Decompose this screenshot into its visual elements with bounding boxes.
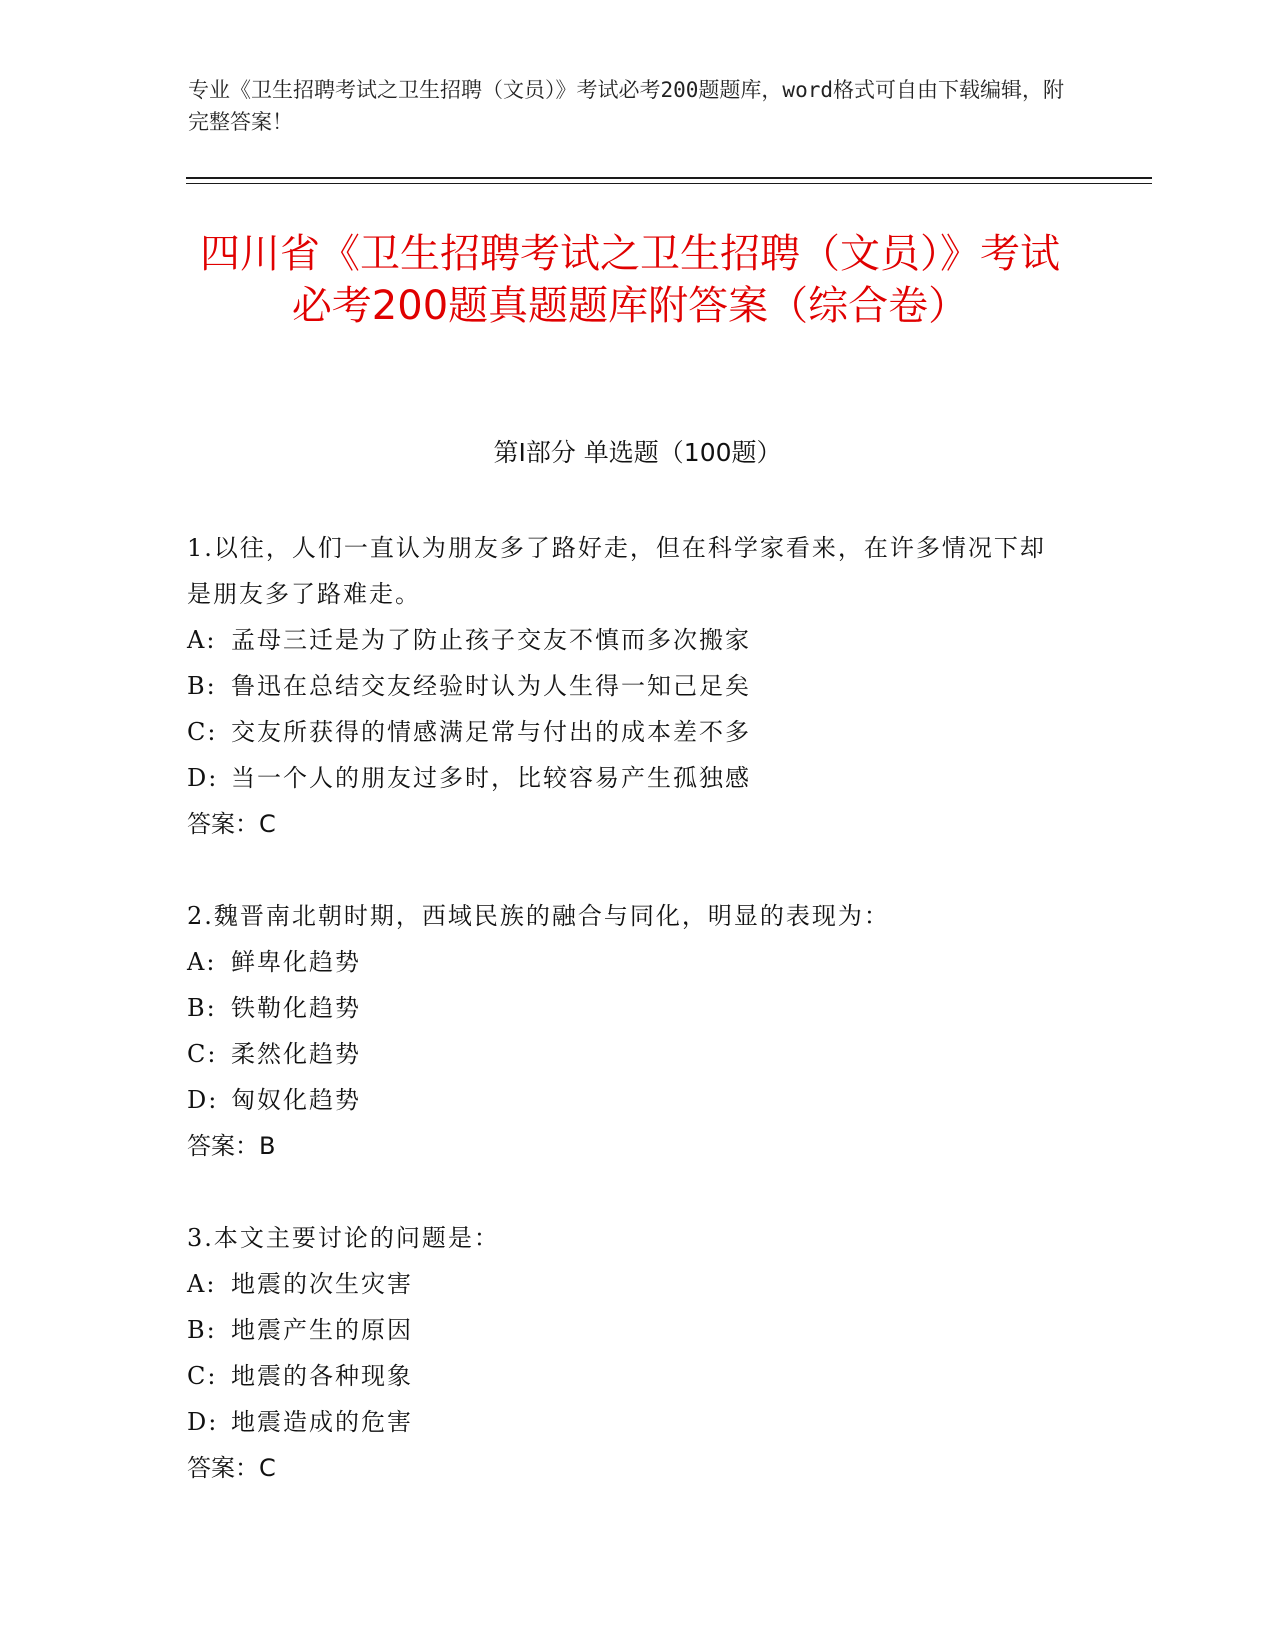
option-d: [187, 1077, 1067, 1123]
option-d: [187, 1399, 1067, 1445]
option-letter: A:: [187, 626, 217, 654]
option-letter: A:: [187, 1270, 217, 1298]
option-b: [187, 1307, 1067, 1353]
answer-line: 答案：B: [187, 1132, 276, 1160]
option-text: 地震造成的危害: [231, 1408, 413, 1436]
option-a: [187, 939, 1067, 985]
option-a: [187, 1261, 1067, 1307]
option-letter: D:: [187, 1408, 219, 1436]
option-letter: C:: [187, 1040, 218, 1068]
option-c: [187, 1353, 1067, 1399]
answer-line: 答案：C: [187, 1454, 276, 1482]
header-note: 专业《卫生招聘考试之卫生招聘（文员）》考试必考200题题库，word格式可自由下载编辑，附完整答案！: [188, 78, 1064, 134]
question-stem: 2.魏晋南北朝时期，西域民族的融合与同化，明显的表现为：: [187, 902, 890, 930]
option-text: 当一个人的朋友过多时，比较容易产生孤独感: [231, 764, 751, 792]
question-1: [187, 525, 1067, 847]
option-letter: D:: [187, 764, 219, 792]
document-title: 四川省《卫生招聘考试之卫生招聘（文员）》考试必考200题真题题库附答案（综合卷）: [200, 231, 1060, 329]
option-letter: B:: [187, 672, 217, 700]
option-letter: B:: [187, 994, 217, 1022]
option-letter: B:: [187, 1316, 217, 1344]
option-letter: C:: [187, 718, 218, 746]
question-stem: 3.本文主要讨论的问题是：: [187, 1224, 500, 1252]
option-text: 地震的各种现象: [231, 1362, 413, 1390]
option-letter: A:: [187, 948, 217, 976]
option-b: [187, 985, 1067, 1031]
option-text: 孟母三迁是为了防止孩子交友不慎而多次搬家: [231, 626, 751, 654]
option-text: 匈奴化趋势: [231, 1086, 361, 1114]
question-2: [187, 893, 1067, 1169]
option-text: 地震的次生灾害: [231, 1270, 413, 1298]
header-divider-thin: [186, 183, 1152, 184]
header-divider-thick: [186, 177, 1152, 179]
option-text: 柔然化趋势: [231, 1040, 361, 1068]
option-text: 鲜卑化趋势: [231, 948, 361, 976]
option-text: 地震产生的原因: [231, 1316, 413, 1344]
option-c: [187, 1031, 1067, 1077]
question-3: [187, 1215, 1067, 1491]
option-c: [187, 709, 1067, 755]
option-letter: C:: [187, 1362, 218, 1390]
option-b: [187, 663, 1067, 709]
question-stem: 1.以往，人们一直认为朋友多了路好走，但在科学家看来，在许多情况下却是朋友多了路难走。: [187, 534, 1046, 608]
option-a: [187, 617, 1067, 663]
option-text: 鲁迅在总结交友经验时认为人生得一知己足矣: [231, 672, 751, 700]
answer-line: 答案：C: [187, 810, 276, 838]
option-letter: D:: [187, 1086, 219, 1114]
section-title: 第Ⅰ部分 单选题（100题）: [493, 438, 782, 467]
option-text: 交友所获得的情感满足常与付出的成本差不多: [231, 718, 751, 746]
option-text: 铁勒化趋势: [231, 994, 361, 1022]
question-list: [187, 525, 1067, 1537]
option-d: [187, 755, 1067, 801]
